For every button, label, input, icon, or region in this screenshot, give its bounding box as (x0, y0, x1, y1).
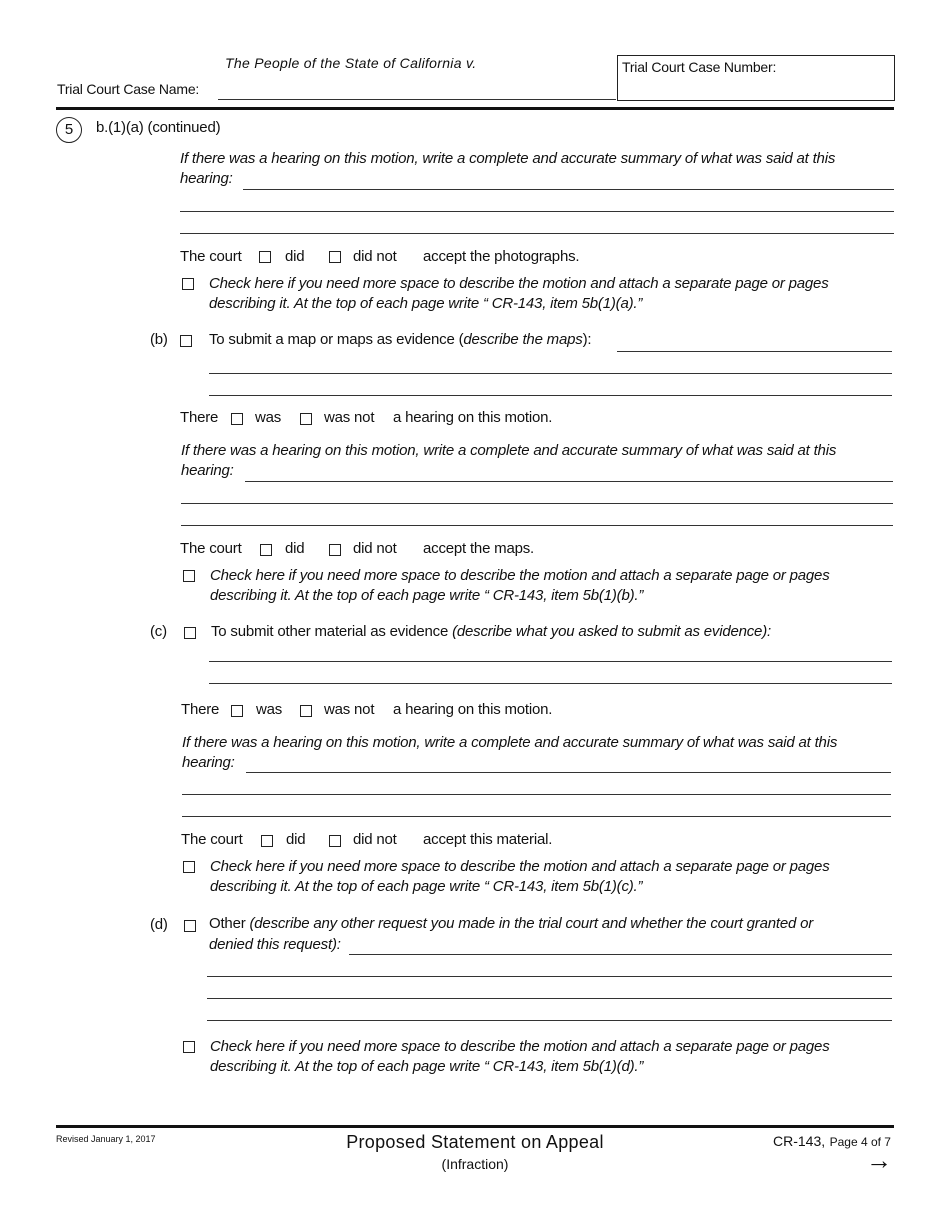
b-did-not-label: did not (353, 540, 397, 557)
d-label: (d) (150, 916, 168, 933)
d-describe-line-1[interactable] (349, 954, 892, 955)
a-more-space-checkbox[interactable] (182, 278, 194, 290)
c-describe-line-2[interactable] (209, 683, 892, 684)
a-did-not-label: did not (353, 248, 397, 265)
a-hearing-summary-line1: If there was a hearing on this motion, write a complete and accurate summary of what was said at this (180, 150, 836, 167)
c-summary-line-2[interactable] (182, 794, 891, 795)
a-more-space-line2: describing it. At the top of each page write “ CR-143, item 5b(1)(a).” (209, 295, 643, 312)
c-more-space-line2: describing it. At the top of each page write “ CR-143, item 5b(1)(c).” (210, 878, 643, 895)
c-hearing-text: a hearing on this motion. (393, 701, 553, 718)
c-there-label: There (181, 701, 220, 718)
b-more-space-line1: Check here if you need more space to describe the motion and attach a separate page or pages (210, 567, 830, 584)
d-checkbox[interactable] (184, 920, 196, 932)
form-subtitle: (Infraction) (441, 1156, 509, 1172)
c-more-space-checkbox[interactable] (183, 861, 195, 873)
next-page-arrow-icon: → (866, 1145, 892, 1175)
b-did-label: did (285, 540, 305, 557)
d-more-space-line1: Check here if you need more space to describe the motion and attach a separate page or pages (210, 1038, 830, 1055)
a-court-label: The court (180, 248, 242, 265)
b-was-not-label: was not (324, 409, 375, 426)
c-was-not-checkbox[interactable] (300, 705, 312, 717)
form-title: Proposed Statement on Appeal (346, 1132, 604, 1152)
c-was-label: was (256, 701, 283, 718)
case-name-label: Trial Court Case Name: (57, 81, 200, 97)
b-hearing-summary-line1: If there was a hearing on this motion, write a complete and accurate summary of what was said at this (181, 442, 837, 459)
d-text-italic-2: denied this request): (209, 936, 341, 953)
b-was-checkbox[interactable] (231, 413, 243, 425)
d-describe-line-4[interactable] (207, 1020, 892, 1021)
b-describe-line-3[interactable] (209, 395, 892, 396)
d-text-italic-1: (describe any other request you made in the trial court and whether the court granted or (249, 915, 814, 932)
b-accept-text: accept the maps. (423, 540, 535, 557)
b-did-checkbox[interactable] (260, 544, 272, 556)
case-caption: The People of the State of California v. (225, 55, 477, 71)
c-checkbox[interactable] (184, 627, 196, 639)
b-text (209, 331, 591, 348)
c-more-space-line1: Check here if you need more space to describe the motion and attach a separate page or pages (210, 858, 830, 875)
case-number-box[interactable] (617, 55, 895, 101)
form-id: CR-143, (773, 1133, 826, 1149)
case-number-label: Trial Court Case Number: (622, 59, 777, 75)
c-hearing-summary-line1: If there was a hearing on this motion, write a complete and accurate summary of what was said at this (182, 734, 838, 751)
a-did-checkbox[interactable] (259, 251, 271, 263)
b-was-not-checkbox[interactable] (300, 413, 312, 425)
b-text-plain: To submit a map or maps as evidence ( (209, 331, 464, 348)
c-was-not-label: was not (324, 701, 375, 718)
c-did-not-label: did not (353, 831, 397, 848)
d-more-space-line2: describing it. At the top of each page write “ CR-143, item 5b(1)(d).” (210, 1058, 644, 1075)
d-describe-line-2[interactable] (207, 976, 892, 977)
c-hearing-summary-line2: hearing: (182, 754, 235, 771)
a-summary-line-3[interactable] (180, 233, 894, 234)
a-did-label: did (285, 248, 305, 265)
b-hearing-text: a hearing on this motion. (393, 409, 553, 426)
b-did-not-checkbox[interactable] (329, 544, 341, 556)
c-was-checkbox[interactable] (231, 705, 243, 717)
d-describe-line-3[interactable] (207, 998, 892, 999)
header-rule (56, 107, 894, 110)
page-number: Page 4 of 7 (829, 1135, 891, 1149)
b-court-label: The court (180, 540, 242, 557)
b-summary-line-3[interactable] (181, 525, 893, 526)
b-more-space-line2: describing it. At the top of each page write “ CR-143, item 5b(1)(b).” (210, 587, 644, 604)
section-number-circle (56, 117, 82, 143)
d-text-plain: Other (209, 915, 250, 932)
a-more-space-line1: Check here if you need more space to describe the motion and attach a separate page or pages (209, 275, 829, 292)
c-text-italic: (describe what you asked to submit as evidence): (452, 623, 771, 640)
b-label: (b) (150, 331, 168, 348)
b-text-end: ): (582, 331, 592, 348)
c-text (211, 623, 771, 640)
b-there-label: There (180, 409, 219, 426)
c-court-label: The court (181, 831, 243, 848)
c-summary-line-1[interactable] (246, 772, 891, 773)
b-checkbox[interactable] (180, 335, 192, 347)
a-summary-line-1[interactable] (243, 189, 894, 190)
b-hearing-summary-line2: hearing: (181, 462, 234, 479)
b-text-italic: describe the maps (463, 331, 583, 348)
b-summary-line-2[interactable] (181, 503, 893, 504)
c-did-label: did (286, 831, 306, 848)
b-more-space-checkbox[interactable] (183, 570, 195, 582)
d-text-line1 (209, 915, 813, 932)
b-describe-line-2[interactable] (209, 373, 892, 374)
c-summary-line-3[interactable] (182, 816, 891, 817)
b-summary-line-1[interactable] (245, 481, 893, 482)
footer-rule (56, 1125, 894, 1128)
section-title: b.(1)(a) (continued) (96, 119, 221, 136)
c-text-plain: To submit other material as evidence (211, 623, 453, 640)
c-label: (c) (150, 623, 167, 640)
c-accept-text: accept this material. (423, 831, 553, 848)
revised-date: Revised January 1, 2017 (56, 1134, 156, 1144)
c-did-checkbox[interactable] (261, 835, 273, 847)
a-accept-text: accept the photographs. (423, 248, 580, 265)
b-was-label: was (255, 409, 282, 426)
c-describe-line-1[interactable] (209, 661, 892, 662)
a-hearing-summary-line2: hearing: (180, 170, 233, 187)
c-did-not-checkbox[interactable] (329, 835, 341, 847)
d-more-space-checkbox[interactable] (183, 1041, 195, 1053)
a-did-not-checkbox[interactable] (329, 251, 341, 263)
section-number: 5 (64, 121, 74, 138)
b-describe-line-1[interactable] (617, 351, 892, 352)
a-summary-line-2[interactable] (180, 211, 894, 212)
case-name-field[interactable] (218, 99, 616, 100)
